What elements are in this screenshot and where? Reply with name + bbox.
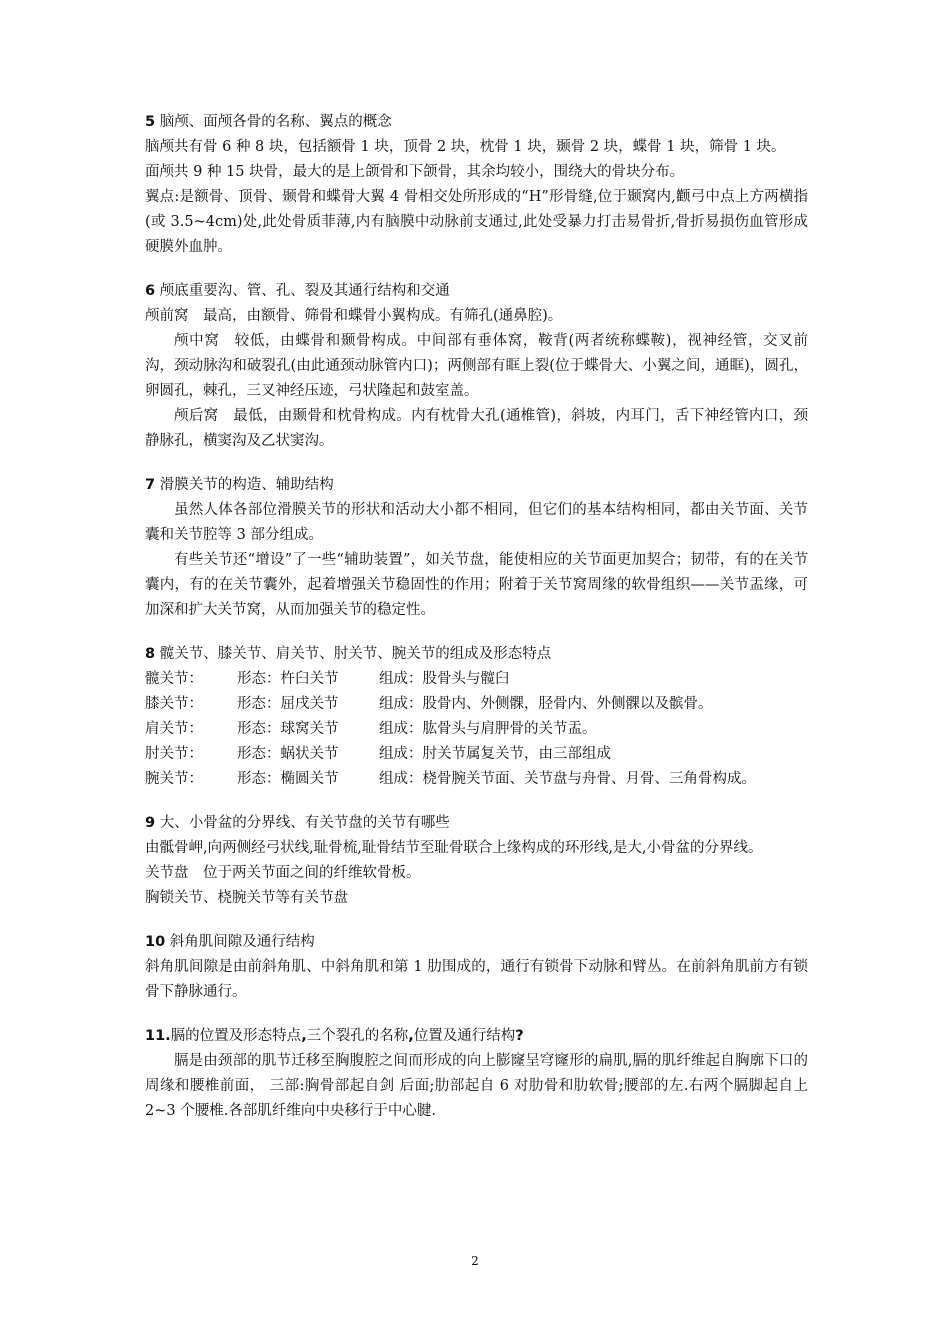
paragraph: 关节盘 位于两关节面之间的纤维软骨板。: [145, 865, 421, 881]
joint-row: 髋关节： 形态：杵臼关节 组成：股骨头与髋臼: [145, 671, 510, 687]
paragraph: 颅中窝 较低，由蝶骨和颞骨构成。中间部有垂体窝，鞍背(两者统称蝶鞍)，视神经管，交叉前沟，颈动脉沟和破裂孔(由此通颈动脉管内口)；两侧部有眶上裂(位于蝶骨大、小翼之间，通眶)，圆孔，卵圆孔，棘孔，三叉神经压迹，弓状隆起和鼓室盖。: [145, 333, 808, 399]
paragraph: 有些关节还“增设”了一些“辅助装置”，如关节盘，能使相应的关节面更加契合；韧带，有的在关节囊内，有的在关节囊外，起着增强关节稳固性的作用；附着于关节窝周缘的软骨组织——关节盂缘，可加深和扩大关节窝，从而加强关节的稳定性。: [145, 552, 808, 618]
paragraph: 翼点:是额骨、顶骨、颞骨和蝶骨大翼 4 骨相交处所形成的“H”形骨缝,位于颞窝内,颧弓中点上方两横指(或 3.5~4cm)处,此处骨质菲薄,内有脑膜中动脉前支通过,此处受暴力打击易骨折,骨折易损伤血管形成硬膜外血肿。: [145, 189, 808, 255]
section-8: [145, 642, 808, 792]
section-10: [145, 930, 808, 1005]
section-11: [145, 1024, 808, 1124]
section-heading: 9 大、小骨盆的分界线、有关节盘的关节有哪些: [145, 815, 450, 831]
section-6: [145, 279, 808, 454]
section-5: [145, 110, 808, 260]
section-heading: 11.膈的位置及形态特点,三个裂孔的名称,位置及通行结构?: [145, 1028, 524, 1044]
paragraph: 斜角肌间隙是由前斜角肌、中斜角肌和第 1 肋围成的，通行有锁骨下动脉和臂丛。在前斜角肌前方有锁骨下静脉通行。: [145, 959, 808, 1000]
paragraph: 胸锁关节、桡腕关节等有关节盘: [145, 890, 348, 906]
joint-row: 腕关节： 形态：椭圆关节 组成：桡骨腕关节面、关节盘与舟骨、月骨、三角骨构成。: [145, 771, 756, 787]
section-heading: 10 斜角肌间隙及通行结构: [145, 934, 315, 950]
joint-row: 肘关节： 形态：蜗状关节 组成：肘关节属复关节，由三部组成: [145, 746, 611, 762]
page-number: 2: [471, 1254, 479, 1268]
section-heading: 7 滑膜关节的构造、辅助结构: [145, 477, 334, 493]
paragraph: 由骶骨岬,向两侧经弓状线,耻骨梳,耻骨结节至耻骨联合上缘构成的环形线,是大,小骨盆的分界线。: [145, 840, 763, 856]
paragraph: 脑颅共有骨 6 种 8 块，包括额骨 1 块，顶骨 2 块，枕骨 1 块，颞骨 2 块，蝶骨 1 块，筛骨 1 块。: [145, 139, 786, 155]
joint-row: 膝关节： 形态：屈戌关节 组成：股骨内、外侧髁，胫骨内、外侧髁以及髌骨。: [145, 696, 713, 712]
paragraph: 膈是由颈部的肌节迁移至胸腹腔之间而形成的向上膨窿呈穹窿形的扁肌,膈的肌纤维起自胸廓下口的周缘和腰椎前面， 三部:胸骨部起自剑 后面;肋部起自 6 对肋骨和肋软骨;腰部的左.右两个膈脚起自上 2~3 个腰椎.各部肌纤维向中央移行于中心腱.: [145, 1053, 808, 1119]
section-heading: 5 脑颅、面颅各骨的名称、翼点的概念: [145, 114, 392, 130]
section-heading: 8 髋关节、膝关节、肩关节、肘关节、腕关节的组成及形态特点: [145, 646, 552, 662]
paragraph: 面颅共 9 种 15 块骨，最大的是上颌骨和下颌骨，其余均较小，围绕大的骨块分布。: [145, 164, 685, 180]
joint-row: 肩关节： 形态：球窝关节 组成：肱骨头与肩胛骨的关节盂。: [145, 721, 597, 737]
paragraph: 颅后窝 最低，由颞骨和枕骨构成。内有枕骨大孔(通椎管)，斜坡，内耳门，舌下神经管内口，颈静脉孔，横窦沟及乙状窦沟。: [145, 408, 808, 449]
document-page: [145, 110, 808, 1143]
section-9: [145, 811, 808, 911]
paragraph: 颅前窝 最高，由额骨、筛骨和蝶骨小翼构成。有筛孔(通鼻腔)。: [145, 308, 563, 324]
section-7: [145, 473, 808, 623]
section-heading: 6 颅底重要沟、管、孔、裂及其通行结构和交通: [145, 283, 450, 299]
paragraph: 虽然人体各部位滑膜关节的形状和活动大小都不相同，但它们的基本结构相同，都由关节面、关节囊和关节腔等 3 部分组成。: [145, 502, 808, 543]
